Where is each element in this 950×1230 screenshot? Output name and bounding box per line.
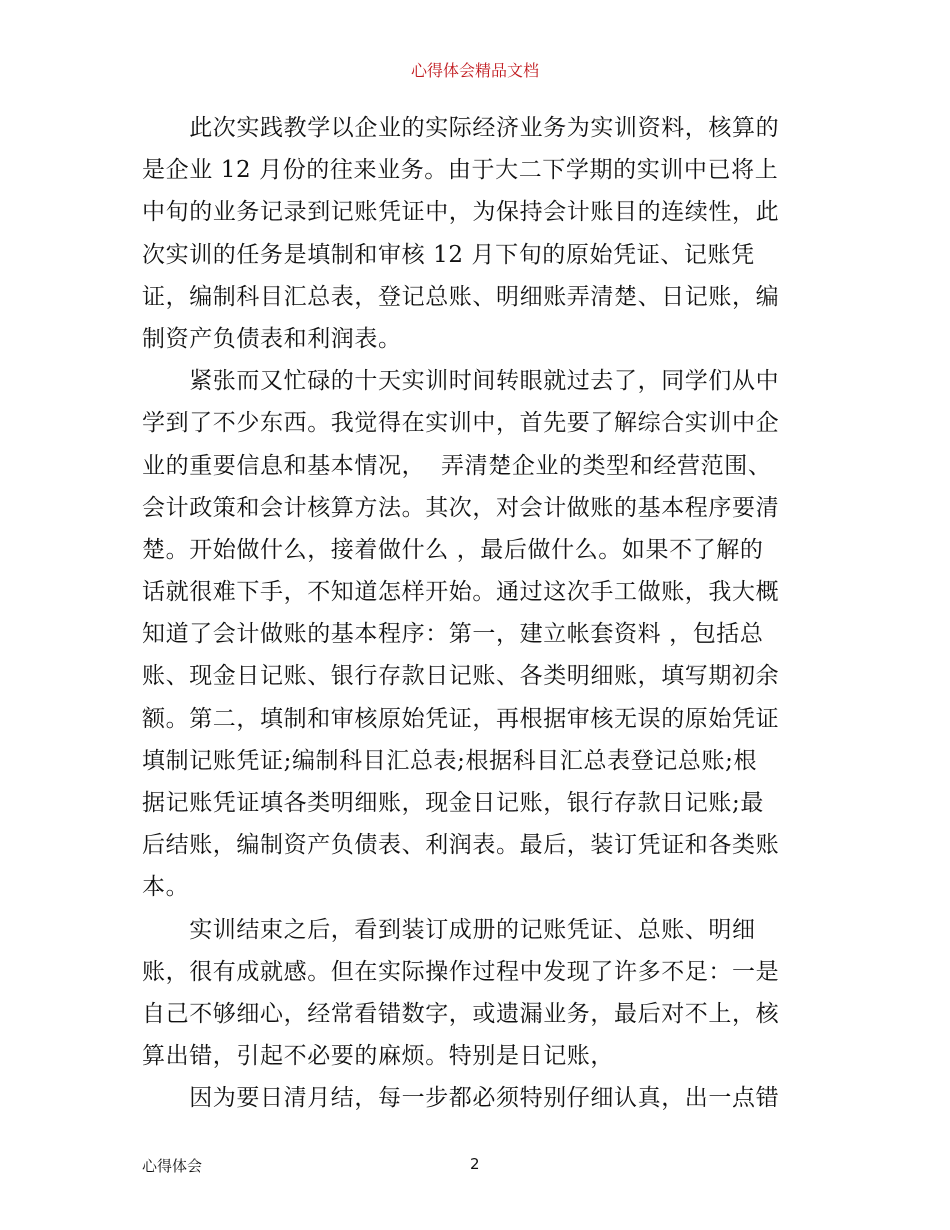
text-line: 账、现金日记账、银行存款日记账、各类明细账，填写期初余 bbox=[142, 663, 780, 690]
text-line: 此次实践教学以企业的实际经济业务为实训资料，核算的 bbox=[142, 115, 780, 141]
text-line: 后结账，编制资产负债表、利润表。最后，装订凭证和各类账 bbox=[142, 832, 780, 859]
text-line: 证，编制科目汇总表，登记总账、明细账弄清楚、日记账，编 bbox=[142, 283, 780, 310]
text-line: 因为要日清月结，每一步都必须特别仔细认真，出一点错 bbox=[142, 1085, 780, 1112]
text-line: 是企业 12 月份的往来业务。由于大二下学期的实训中已将上 bbox=[142, 157, 779, 184]
text-line: 账，很有成就感。但在实际操作过程中发现了许多不足：一是 bbox=[142, 958, 780, 985]
text-line: 填制记账凭证;编制科目汇总表;根据科目汇总表登记总账;根 bbox=[142, 747, 758, 774]
text-line: 制资产负债表和利润表。 bbox=[142, 325, 402, 352]
text-line: 中旬的业务记录到记账凭证中，为保持会计账目的连续性，此 bbox=[142, 199, 780, 226]
page-number: 2 bbox=[470, 1155, 480, 1173]
text-line: 楚。开始做什么，接着做什么 ，最后做什么。如果不了解的 bbox=[142, 536, 764, 563]
text-line: 本。 bbox=[142, 874, 190, 901]
footer-label: 心得体会 bbox=[142, 1157, 203, 1175]
text-line: 算出错，引起不必要的麻烦。特别是日记账， bbox=[142, 1043, 614, 1070]
text-line: 学到了不少东西。我觉得在实训中，首先要了解综合实训中企 bbox=[142, 410, 780, 437]
text-line: 据记账凭证填各类明细账，现金日记账，银行存款日记账;最 bbox=[142, 790, 764, 816]
text-line: 自己不够细心，经常看错数字，或遗漏业务，最后对不上，核 bbox=[142, 1000, 780, 1027]
text-line: 紧张而又忙碌的十天实训时间转眼就过去了，同学们从中 bbox=[142, 368, 780, 395]
text-line: 次实训的任务是填制和审核 12 月下旬的原始凭证、记账凭 bbox=[142, 241, 755, 268]
text-line: 知道了会计做账的基本程序：第一，建立帐套资料 ，包括总 bbox=[142, 621, 764, 648]
text-line: 会计政策和会计核算方法。其次，对会计做账的基本程序要清 bbox=[142, 494, 780, 521]
document-header-title: 心得体会精品文档 bbox=[410, 61, 539, 80]
text-line: 话就很难下手，不知道怎样开始。通过这次手工做账，我大概 bbox=[142, 579, 780, 606]
document-body bbox=[142, 107, 822, 1120]
text-line: 额。第二，填制和审核原始凭证，再根据审核无误的原始凭证 bbox=[142, 705, 780, 732]
text-line: 业的重要信息和基本情况， 弄清楚企业的类型和经营范围、 bbox=[142, 452, 772, 479]
text-line: 实训结束之后，看到装订成册的记账凭证、总账、明细 bbox=[142, 916, 756, 943]
